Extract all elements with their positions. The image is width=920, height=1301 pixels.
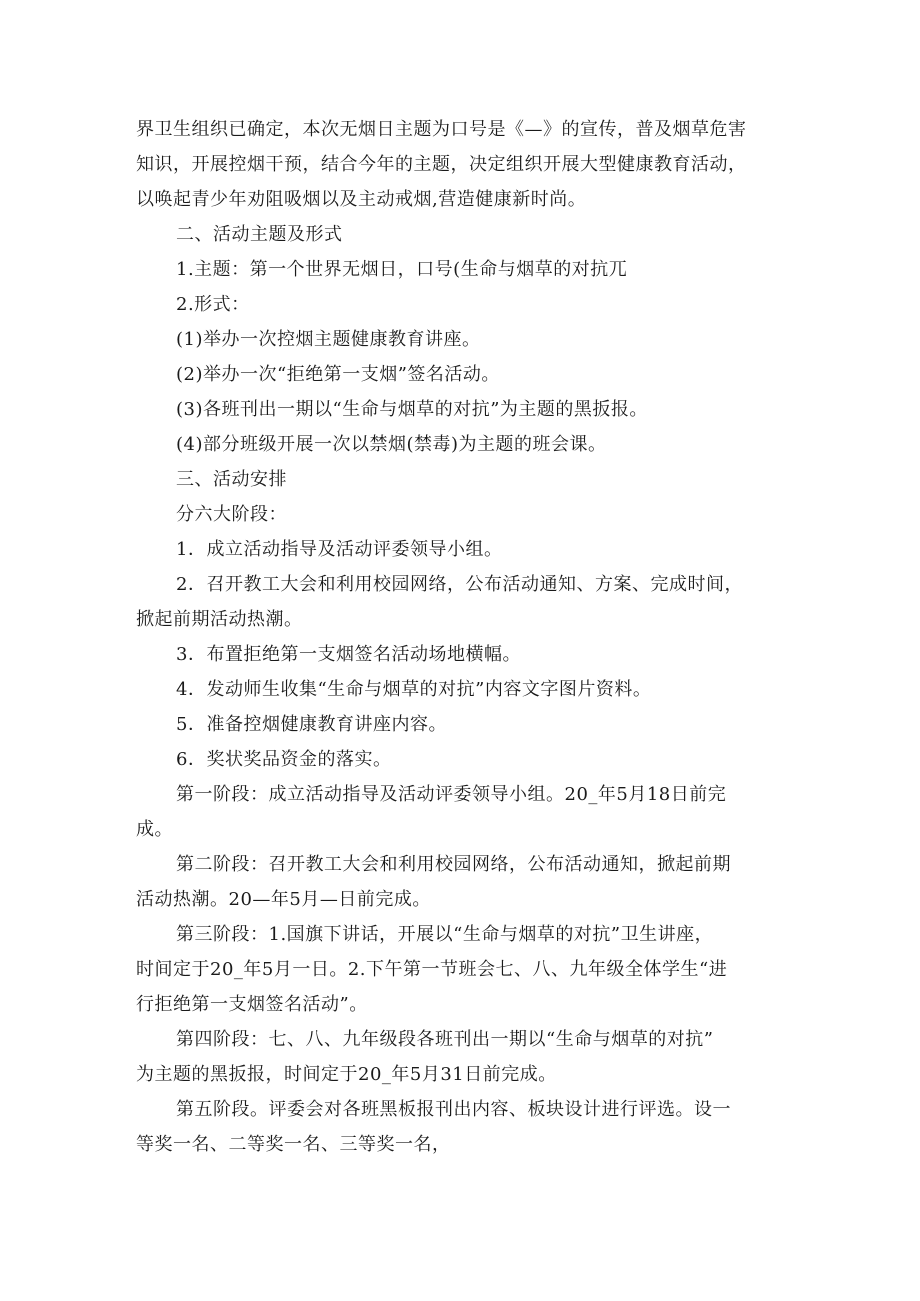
text-line: 行拒绝第一支烟签名活动”。 — [136, 994, 368, 1015]
list-item: 3．布置拒绝第一支烟签名活动场地横幅。 — [176, 644, 521, 665]
text-line: 1.主题：第一个世界无烟日，口号(生命与烟草的对抗兀 — [176, 259, 628, 280]
stage-paragraph: 第四阶段：七、八、九年级段各班刊出一期以“生命与烟草的对抗” — [176, 1029, 714, 1050]
list-item: (4)部分班级开展一次以禁烟(禁毒)为主题的班会课。 — [176, 434, 607, 455]
stage-paragraph: 第三阶段：1.国旗下讲话，开展以“生命与烟草的对抗”卫生讲座， — [176, 924, 714, 945]
list-item: (1)举办一次控烟主题健康教育讲座。 — [176, 329, 481, 350]
text-line: 等奖一名、二等奖一名、三等奖一名， — [136, 1134, 451, 1155]
text-line: 界卫生组织已确定，本次无烟日主题为口号是《—》的宣传，普及烟草危害 — [136, 119, 747, 140]
text-line: 分六大阶段： — [176, 504, 287, 525]
stage-paragraph: 第二阶段：召开教工大会和利用校园网络，公布活动通知，掀起前期 — [176, 854, 731, 875]
list-item: (3)各班刊出一期以“生命与烟草的对抗”为主题的黑扳报。 — [176, 399, 648, 420]
list-item: 2．召开教工大会和利用校园网络，公布活动通知、方案、完成时间， — [176, 574, 743, 595]
section-heading: 三、活动安排 — [176, 469, 287, 490]
text-line: 活动热潮。20—年5月—日前完成。 — [136, 889, 431, 910]
document-body — [136, 112, 790, 1162]
list-item: 5．准备控烟健康教育讲座内容。 — [176, 714, 447, 735]
section-heading: 二、活动主题及形式 — [176, 224, 343, 245]
list-item: 1．成立活动指导及活动评委领导小组。 — [176, 539, 503, 560]
list-item: 4．发动师生收集“生命与烟草的对抗”内容文字图片资料。 — [176, 679, 652, 700]
text-line: 成。 — [136, 819, 173, 840]
stage-paragraph: 第五阶段。评委会对各班黑板报刊出内容、板块设计进行评选。设一 — [176, 1099, 731, 1120]
stage-paragraph: 第一阶段：成立活动指导及活动评委领导小组。20_年5月18日前完 — [176, 784, 727, 805]
text-line: 以唤起青少年劝阻吸烟以及主动戒烟,营造健康新时尚。 — [136, 189, 587, 210]
list-item: (2)举办一次“拒绝第一支烟”签名活动。 — [176, 364, 500, 385]
text-line: 时间定于20_年5月一日。2.下午第一节班会七、八、九年级全体学生“进 — [136, 959, 728, 980]
text-line: 为主题的黑扳报，时间定于20_年5月31日前完成。 — [136, 1064, 557, 1085]
text-line: 知识，开展控烟干预，结合今年的主题，决定组织开展大型健康教育活动， — [136, 154, 747, 175]
text-line: 2.形式： — [176, 294, 250, 315]
list-item: 6．奖状奖品资金的落实。 — [176, 749, 392, 770]
text-line: 掀起前期活动热潮。 — [136, 609, 303, 630]
